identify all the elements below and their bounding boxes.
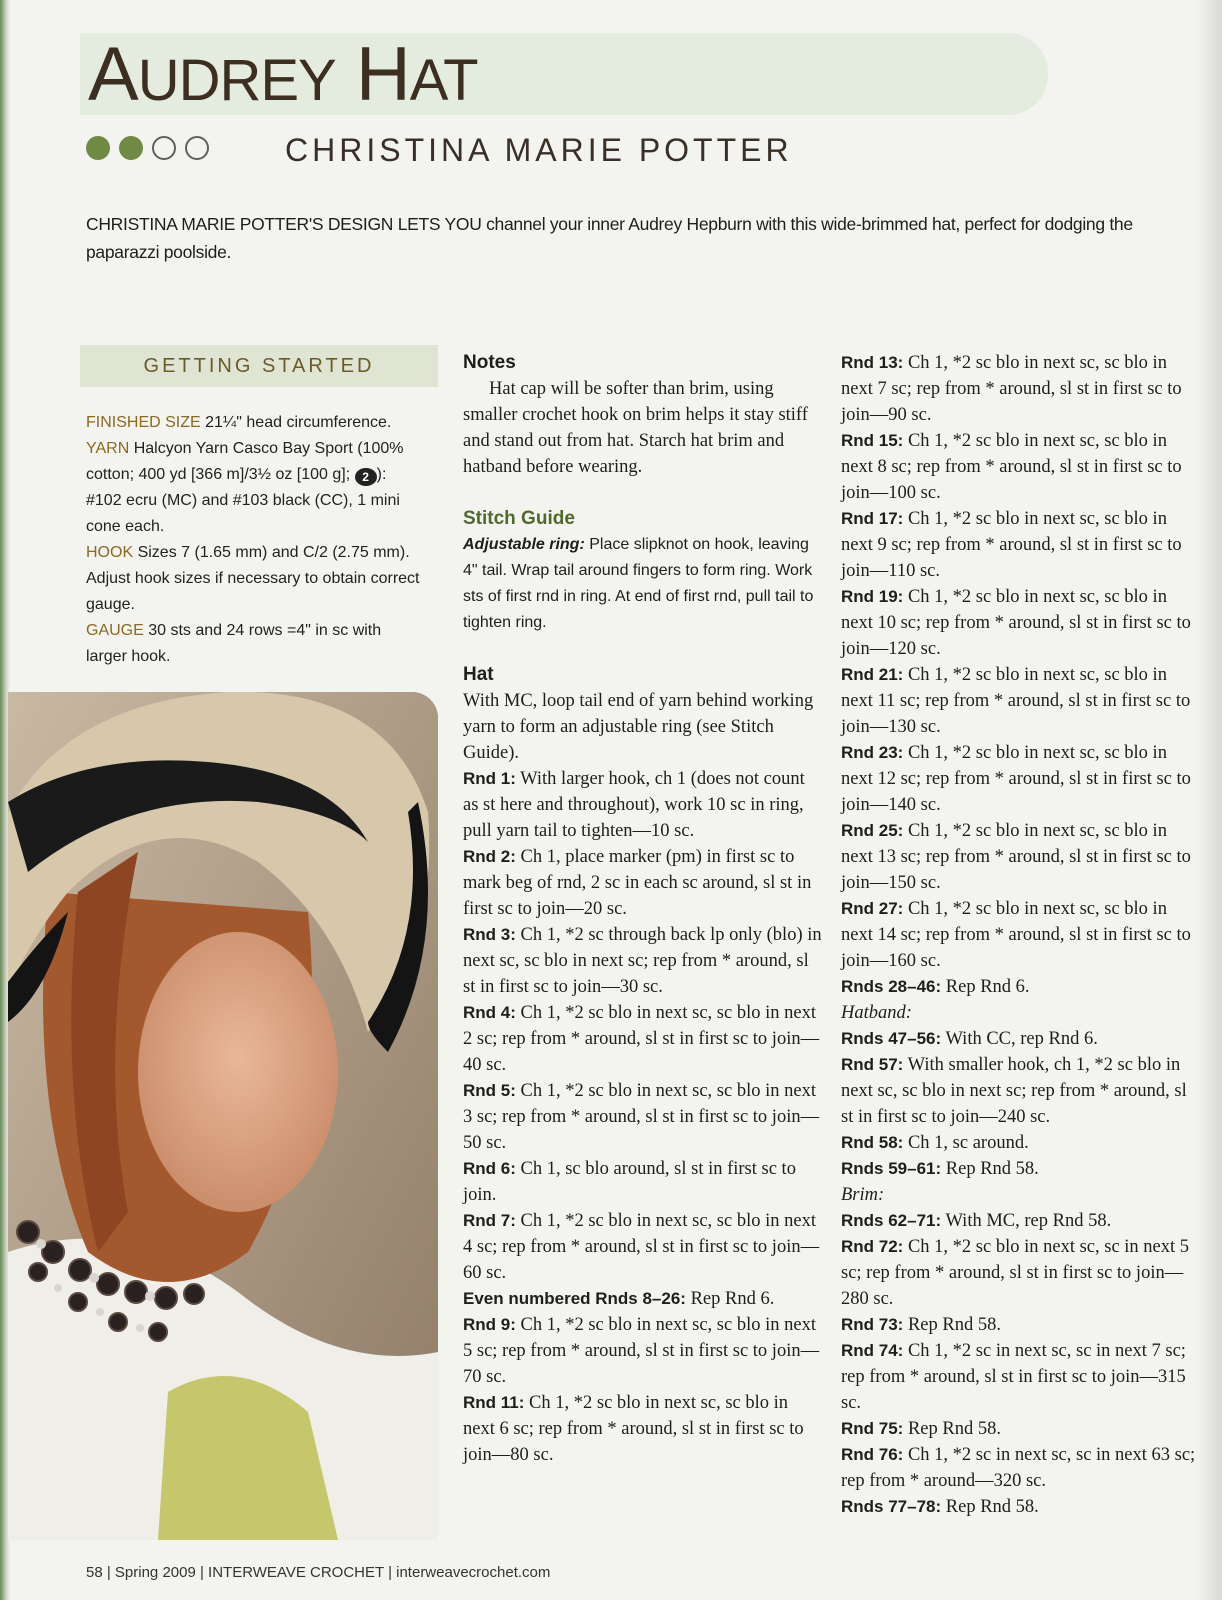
column-right [841, 350, 1201, 1520]
difficulty-dot-filled [119, 136, 143, 160]
stitch-guide-text: Adjustable ring: Place slipknot on hook, leaving 4" tail. Wrap tail around fingers to form ring. Work sts of first rnd in ring. At end of first rnd, pull tail to tighten ring. [463, 536, 814, 631]
round-instruction: Rnd 75: Rep Rnd 58. [841, 1419, 1001, 1439]
page-title: AUDREY HAT [88, 32, 478, 117]
hook-spec: HOOK Sizes 7 (1.65 mm) and C/2 (2.75 mm). Adjust hook sizes if necessary to obtain correct gauge. [86, 544, 420, 613]
notes-text: Hat cap will be softer than brim, using smaller crochet hook on brim helps it stay stiff and stand out from hat. Starch hat brim and hatband before wearing. [463, 379, 808, 477]
round-instruction: Even numbered Rnds 8–26: Rep Rnd 6. [463, 1289, 775, 1309]
round-instruction: Rnd 76: Ch 1, *2 sc in next sc, sc in next 63 sc; rep from * around—320 sc. [841, 1445, 1196, 1491]
getting-started-body [86, 410, 426, 670]
round-instruction: Rnds 28–46: Rep Rnd 6. [841, 977, 1030, 997]
round-instruction: Rnd 58: Ch 1, sc around. [841, 1133, 1029, 1153]
hatband-heading: Hatband: [841, 1003, 912, 1023]
round-instruction: Rnd 25: Ch 1, *2 sc blo in next sc, sc blo in next 13 sc; rep from * around, sl st in first sc to join—150 sc. [841, 821, 1191, 893]
round-instruction: Rnds 62–71: With MC, rep Rnd 58. [841, 1211, 1112, 1231]
hat-rounds-list [463, 766, 823, 1468]
notes-heading: Notes [463, 352, 516, 373]
hat-intro: With MC, loop tail end of yarn behind working yarn to form an adjustable ring (see Stitch Guide). [463, 691, 814, 763]
round-instruction: Rnd 3: Ch 1, *2 sc through back lp only (blo) in next sc, sc blo in next sc; rep from * around, sl st in first sc to join—30 sc. [463, 925, 822, 997]
round-instruction: Rnds 59–61: Rep Rnd 58. [841, 1159, 1039, 1179]
round-instruction: Rnd 5: Ch 1, *2 sc blo in next sc, sc blo in next 3 sc; rep from * around, sl st in first sc to join—50 sc. [463, 1081, 820, 1153]
round-instruction: Rnd 74: Ch 1, *2 sc in next sc, sc in next 7 sc; rep from * around, sl st in first sc to join—315 sc. [841, 1341, 1186, 1413]
round-instruction: Rnd 1: With larger hook, ch 1 (does not count as st here and throughout), work 10 sc in ring, pull yarn tail to tighten—10 sc. [463, 769, 805, 841]
round-instruction: Rnd 19: Ch 1, *2 sc blo in next sc, sc blo in next 10 sc; rep from * around, sl st in first sc to join—120 sc. [841, 587, 1191, 659]
round-instruction: Rnd 11: Ch 1, *2 sc blo in next sc, sc blo in next 6 sc; rep from * around, sl st in first sc to join—80 sc. [463, 1393, 804, 1465]
round-instruction: Rnd 27: Ch 1, *2 sc blo in next sc, sc blo in next 14 sc; rep from * around, sl st in first sc to join—160 sc. [841, 899, 1191, 971]
gauge-spec: GAUGE 30 sts and 24 rows =4" in sc with larger hook. [86, 622, 382, 665]
round-instruction: Rnd 6: Ch 1, sc blo around, sl st in first sc to join. [463, 1159, 796, 1205]
difficulty-dot-empty [185, 136, 209, 160]
intro-paragraph: CHRISTINA MARIE POTTER'S DESIGN LETS YOU channel your inner Audrey Hepburn with this wide-brimmed hat, perfect for dodging the paparazzi poolside. [86, 214, 1133, 262]
round-instruction: Rnd 13: Ch 1, *2 sc blo in next sc, sc blo in next 7 sc; rep from * around, sl st in first sc to join—90 sc. [841, 353, 1182, 425]
page-footer: 58 | Spring 2009 | INTERWEAVE CROCHET | interweavecrochet.com [86, 1564, 551, 1581]
round-instruction: Rnd 21: Ch 1, *2 sc blo in next sc, sc blo in next 11 sc; rep from * around, sl st in first sc to join—130 sc. [841, 665, 1191, 737]
stitch-guide-heading: Stitch Guide [463, 508, 575, 529]
round-instruction: Rnd 72: Ch 1, *2 sc blo in next sc, sc in next 5 sc; rep from * around, sl st in first sc to join—280 sc. [841, 1237, 1190, 1309]
round-instruction: Rnd 15: Ch 1, *2 sc blo in next sc, sc blo in next 8 sc; rep from * around, sl st in first sc to join—100 sc. [841, 431, 1182, 503]
brim-heading: Brim: [841, 1185, 885, 1205]
round-instruction: Rnd 73: Rep Rnd 58. [841, 1315, 1001, 1335]
difficulty-dot-filled [86, 136, 110, 160]
round-instruction: Rnd 9: Ch 1, *2 sc blo in next sc, sc blo in next 5 sc; rep from * around, sl st in first sc to join—70 sc. [463, 1315, 820, 1387]
author-name: CHRISTINA MARIE POTTER [285, 132, 793, 168]
round-instruction: Rnd 57: With smaller hook, ch 1, *2 sc blo in next sc, sc blo in next sc; rep from * around, sl st in first sc to join—240 sc. [841, 1055, 1187, 1127]
round-instruction: Rnd 7: Ch 1, *2 sc blo in next sc, sc blo in next 4 sc; rep from * around, sl st in first sc to join—60 sc. [463, 1211, 820, 1283]
yarn-spec: YARN Halcyon Yarn Casco Bay Sport (100% cotton; 400 yd [366 m]/3½ oz [100 g]; 2 ): #102 ecru (MC) and #103 black (CC), 1 mini cone each. [86, 440, 404, 535]
round-instruction: Rnd 2: Ch 1, place marker (pm) in first sc to mark beg of rnd, 2 sc in each sc around, sl st in first sc to join—20 sc. [463, 847, 812, 919]
column-middle [463, 350, 823, 1468]
round-instruction: Rnds 77–78: Rep Rnd 58. [841, 1497, 1039, 1517]
difficulty-dot-empty [152, 136, 176, 160]
finished-size: FINISHED SIZE 21¼" head circumference. [86, 414, 392, 431]
hat-heading: Hat [463, 664, 494, 685]
round-instruction: Rnd 17: Ch 1, *2 sc blo in next sc, sc blo in next 9 sc; rep from * around, sl st in first sc to join—110 sc. [841, 509, 1182, 581]
round-instruction: Rnd 4: Ch 1, *2 sc blo in next sc, sc blo in next 2 sc; rep from * around, sl st in first sc to join—40 sc. [463, 1003, 820, 1075]
model-photo [8, 692, 438, 1540]
getting-started-heading: GETTING STARTED [80, 345, 438, 387]
model-photo-illustration [8, 692, 438, 1540]
round-instruction: Rnds 47–56: With CC, rep Rnd 6. [841, 1029, 1098, 1049]
difficulty-rating [86, 136, 209, 160]
round-instruction: Rnd 23: Ch 1, *2 sc blo in next sc, sc blo in next 12 sc; rep from * around, sl st in first sc to join—140 sc. [841, 743, 1191, 815]
yarn-weight-icon: 2 [355, 468, 377, 486]
